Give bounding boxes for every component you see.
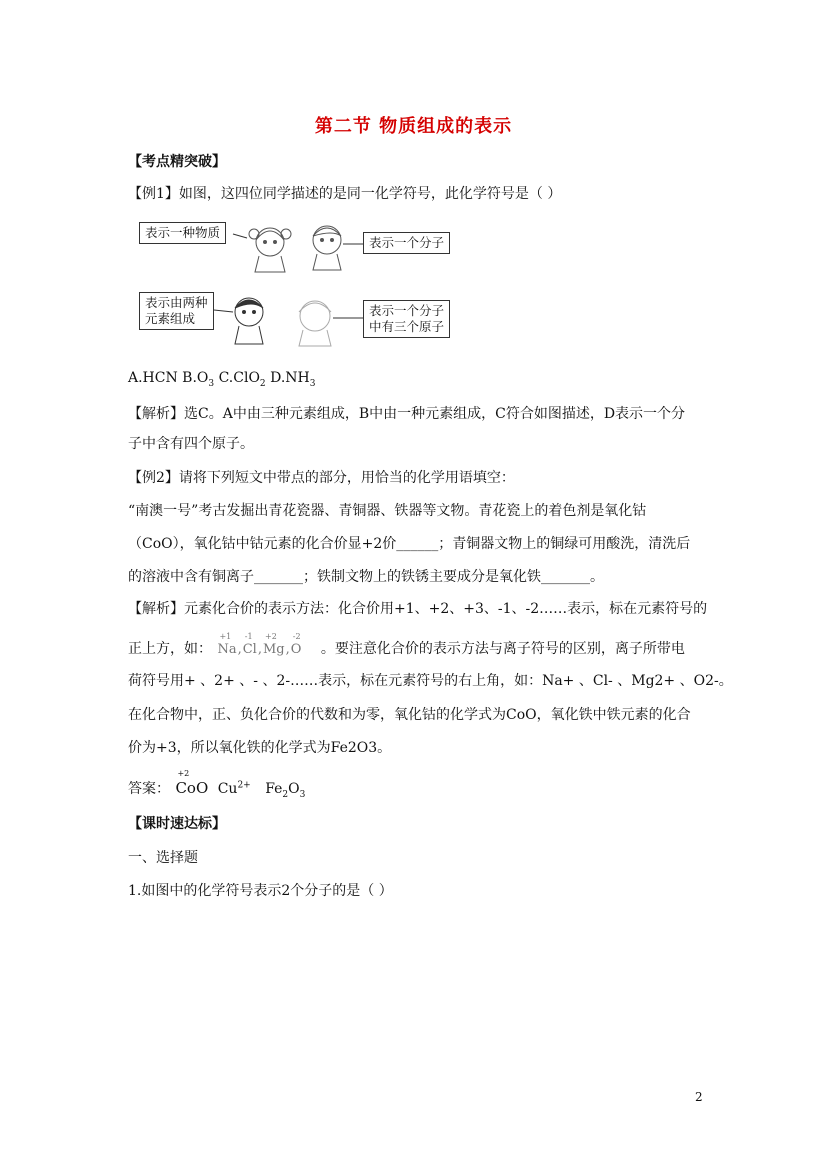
option-a-b: A.HCN B.O	[128, 370, 209, 386]
section-heading-key-points: 【考点精突破】	[128, 154, 226, 170]
example2-analysis-line4: 在化合物中，正、负化合价的代数和为零，氧化钴的化学式为CoO，氧化铁中铁元素的化合	[128, 707, 691, 723]
analysis-text: 。要注意化合价的表示方法与离子符号的区别，离子所带电	[320, 641, 685, 657]
example2-analysis-line3: 荷符号用+ 、2+ 、- 、2-……表示，标在元素符号的右上角，如：Na+ 、Cl- 、Mg2+ 、O2-。	[128, 673, 733, 689]
page-number: 2	[695, 1090, 703, 1104]
example2-stem: 【例2】请将下列短文中带点的部分，用恰当的化学用语填空：	[128, 470, 515, 486]
subscript: 3	[309, 378, 316, 389]
boy-illustration	[313, 226, 341, 270]
valence-mg: +2 Mg	[262, 632, 285, 657]
example1-figure	[137, 212, 467, 352]
valence-o: -2 O	[290, 632, 302, 657]
valence-na: +1 Na	[217, 632, 237, 657]
example2-analysis-line5: 价为+3，所以氧化铁的化学式为Fe2O3。	[128, 740, 392, 756]
example2-analysis-line2	[128, 632, 685, 658]
example2-analysis-line1: 【解析】元素化合价的表示方法：化合价用+1、+2、+3、-1、-2……表示，标在元素符号的	[128, 601, 708, 617]
example2-para-line2: （CoO），氧化钴中钴元素的化合价显+2价______；青铜器文物上的铜绿可用酸洗，清洗后	[128, 536, 691, 552]
example2-answer	[128, 769, 306, 800]
bubble-two-elements: 表示由两种 元素组成	[139, 292, 214, 330]
section-heading-practice: 【课时速达标】	[128, 816, 226, 832]
example1-options	[128, 370, 315, 389]
subscript: 3	[208, 378, 215, 389]
bubble-one-molecule: 表示一个分子	[363, 232, 450, 254]
analysis-text: 正上方，如：	[128, 641, 212, 657]
valence-cl: -1 Cl	[242, 632, 257, 657]
option-c: C.ClO	[214, 370, 260, 386]
girl-illustration	[249, 228, 291, 272]
question-1: 1.如图中的化学符号表示2个分子的是（ ）	[128, 883, 393, 899]
example2-para-line1: “南澳一号”考古发掘出青花瓷器、青铜器、铁器等文物。青花瓷上的着色剂是氧化钴	[128, 503, 647, 519]
example2-para-line3: 的溶液中含有铜离子_______；铁制文物上的铁锈主要成分是氧化铁_______。	[128, 569, 604, 585]
answer-label: 答案：	[128, 781, 170, 797]
girl-illustration-2	[299, 301, 331, 346]
example1-stem: 【例1】如图，这四位同学描述的是同一化学符号，此化学符号是（ ）	[128, 186, 562, 202]
bubble-three-atoms: 表示一个分子 中有三个原子	[363, 300, 450, 338]
bubble-one-substance: 表示一种物质	[139, 222, 226, 244]
subscript: 2	[259, 378, 266, 389]
section-heading-choice: 一、选择题	[128, 850, 198, 866]
option-d: D.NH	[265, 370, 310, 386]
page-title: 第二节 物质组成的表示	[314, 116, 513, 137]
answer-cu: $Cu^{2+}$	[217, 780, 251, 797]
answer-coo: +2 CoO	[175, 769, 209, 797]
example1-analysis-line1: 【解析】选C。A中由三种元素组成，B中由一种元素组成，C符合如图描述，D表示一个分	[128, 406, 686, 422]
valence-examples: +1 Na, -1 Cl, +2 Mg, -2 O	[217, 632, 302, 657]
boy-illustration-2	[235, 298, 263, 344]
example1-analysis-line2: 子中含有四个原子。	[128, 436, 254, 452]
answer-fe2o3: $Fe_2O_3$	[265, 781, 306, 800]
